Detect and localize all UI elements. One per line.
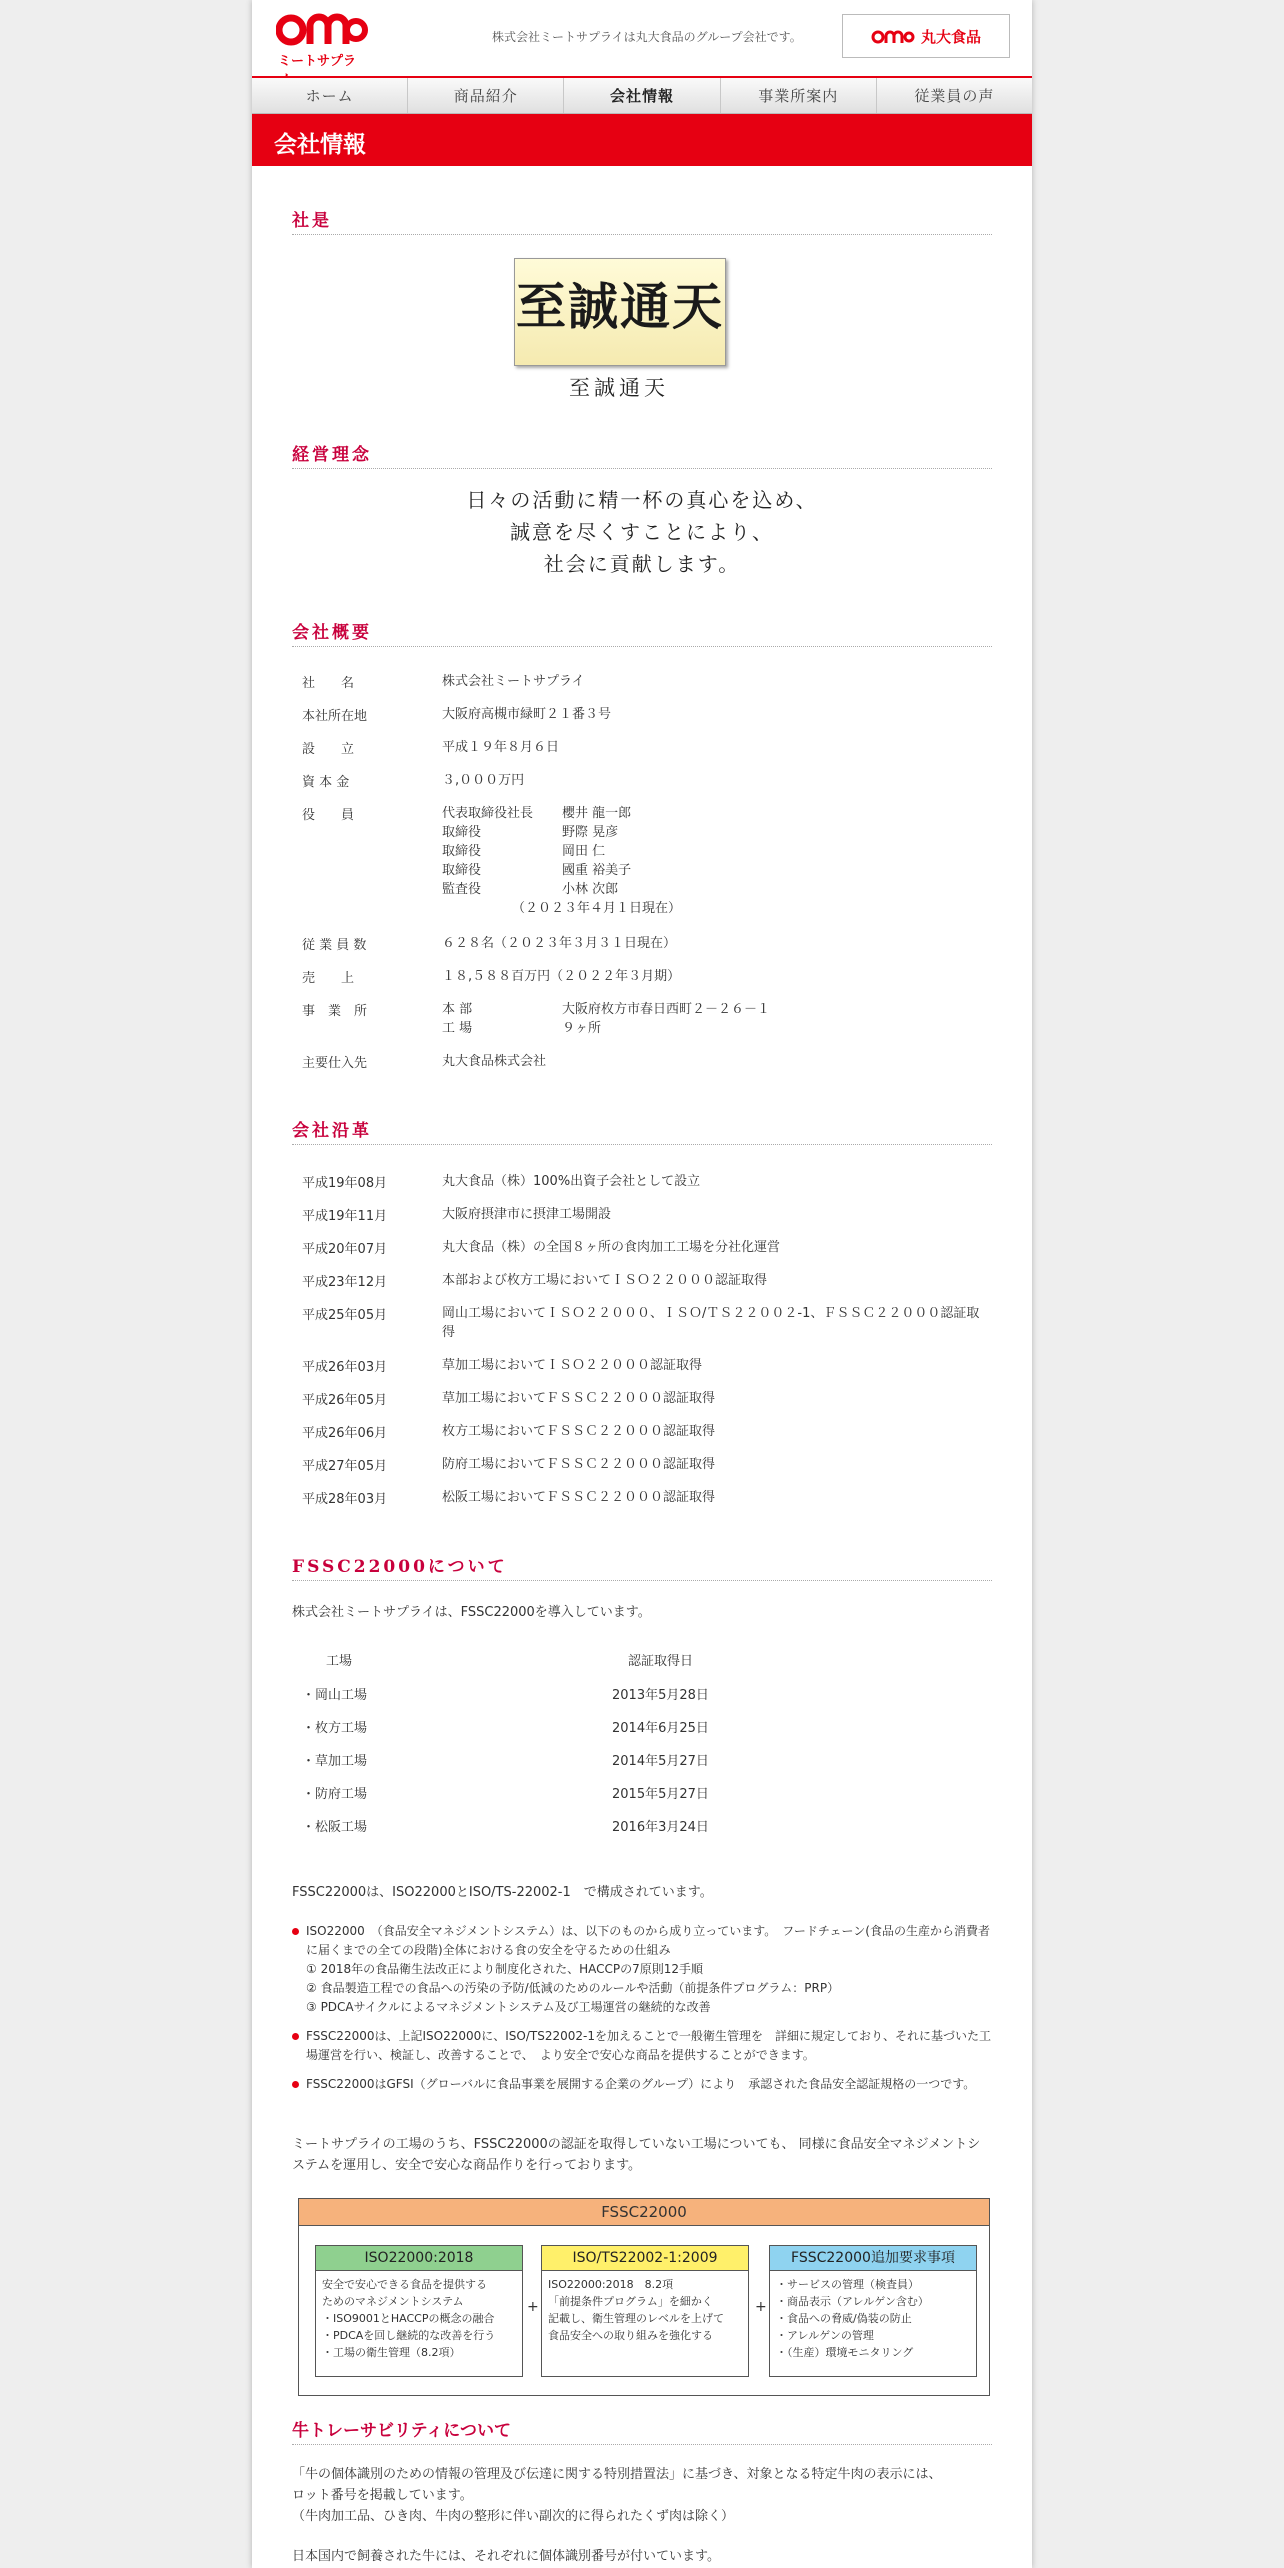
history-date: 平成23年12月 [302, 1275, 388, 1290]
overview-label: 主要仕入先 [302, 1056, 368, 1071]
diagram-line: 安全で安心できる食品を提供する [322, 2278, 487, 2291]
diagram-box-body [770, 2271, 976, 2366]
bullet-item [292, 2027, 992, 2065]
diagram-box-body [316, 2271, 522, 2366]
page-title: 会社情報 [274, 132, 366, 158]
officer-entry [442, 823, 982, 842]
header [252, 0, 1032, 76]
history-date: 平成27年05月 [302, 1459, 388, 1474]
diagram-line: ためのマネジメントシステム [322, 2295, 464, 2308]
philosophy-line: 社会に貢献します。 [543, 552, 741, 576]
history-date: 平成19年11月 [302, 1209, 388, 1224]
bullet-text: FSSC22000はGFSI（グローバルに食品事業を展開する企業のグループ）により 承認された食品安全認証規格の一つです。 [306, 2077, 976, 2091]
traceability-line: 「牛の個体識別のための情報の管理及び伝達に関する特別措置法」に基づき、対象となる特定牛肉の表示には、 [292, 2467, 942, 2482]
overview-label: 社 名 [302, 676, 355, 691]
page [252, 0, 1032, 2568]
section-heading-overview: 会社概要 [292, 618, 992, 647]
nav-offices[interactable]: 事業所案内 [721, 78, 877, 113]
fssc-intro: 株式会社ミートサプライは、FSSC22000を導入しています。 [292, 1605, 651, 1620]
officer-role: 取締役 [442, 844, 482, 859]
officer-name: 野際 晃彦 [562, 825, 619, 840]
cert-col-date: 認証取得日 [628, 1654, 694, 1669]
diagram-box-title: ISO22000:2018 [316, 2246, 522, 2271]
history-date: 平成20年07月 [302, 1242, 388, 1257]
philosophy-text [392, 484, 892, 580]
cert-factory: ・松阪工場 [302, 1820, 368, 1835]
officers-list [442, 804, 982, 918]
overview-label: 売 上 [302, 971, 355, 986]
overview-value: 丸大食品株式会社 [442, 1054, 547, 1069]
cert-factory: ・枚方工場 [302, 1721, 368, 1736]
history-event: 枚方工場においてＦＳＳＣ２２０００認証取得 [442, 1424, 716, 1439]
bullet-text: ISO22000 （食品安全マネジメントシステム）は、以下のものから成り立っています。 フードチェーン(食品の生産から消費者に届くまでの全ての段階)全体における食の安全を守るための仕組み [306, 1924, 990, 1957]
diagram-line: ISO22000:2018 8.2項 [548, 2278, 674, 2291]
history-event: 松阪工場においてＦＳＳＣ２２０００認証取得 [442, 1490, 716, 1505]
office-detail: 大阪府枚方市春日西町２－２６－１ [562, 1002, 771, 1017]
bullet-subitem: ① 2018年の食品衛生法改正により制度化された、HACCPの7原則12手順 [306, 1962, 704, 1976]
bullet-dot-icon [292, 2033, 299, 2040]
officer-name: 國重 裕美子 [562, 863, 632, 878]
section-heading-philosophy: 経営理念 [292, 440, 992, 469]
diagram-line: ・ISO9001とHACCPの概念の融合 [322, 2312, 495, 2325]
history-date: 平成28年03月 [302, 1492, 388, 1507]
overview-label: 従 業 員 数 [302, 938, 367, 953]
diagram-line: ・サービスの管理（検査員） [776, 2278, 919, 2291]
cert-date: 2013年5月28日 [612, 1688, 709, 1703]
nav-voices[interactable]: 従業員の声 [914, 87, 995, 105]
history-date: 平成19年08月 [302, 1176, 388, 1191]
history-event: 岡山工場においてＩＳＯ２２０００、ＩＳＯ/ＴＳ２２００２-1、ＦＳＳＣ２２０００認証取得 [442, 1306, 980, 1340]
overview-value: 大阪府高槻市緑町２１番３号 [442, 707, 612, 722]
diagram-box-title: ISO/TS22002-1:2009 [542, 2246, 748, 2271]
history-event: 草加工場においてＦＳＳＣ２２０００認証取得 [442, 1391, 716, 1406]
page-title-bar [252, 114, 1032, 166]
history-event: 丸大食品（株）100%出資子会社として設立 [442, 1174, 701, 1189]
traceability-line: ロット番号を掲載しています。 [292, 2488, 473, 2503]
plus-icon: + [755, 2299, 767, 2315]
officer-name: 小林 次郎 [562, 882, 619, 897]
traceability-text [292, 2464, 992, 2527]
cert-date: 2014年5月27日 [612, 1754, 709, 1769]
overview-label: 事 業 所 [302, 1004, 368, 1019]
overview-label: 資 本 金 [302, 775, 350, 790]
diagram-box-iso22000 [315, 2245, 523, 2377]
header-tagline: 株式会社ミートサプライは丸大食品のグループ会社です。 [492, 30, 802, 44]
office-entry [442, 1000, 982, 1019]
overview-value: １８,５８８百万円（２０２２年３月期） [442, 969, 681, 984]
logo-text: ミートサプラ [278, 54, 357, 69]
diagram-box-title: FSSC22000追加要求事項 [770, 2246, 976, 2271]
bullet-dot-icon [292, 1928, 299, 1935]
traceability-line: （牛肉加工品、ひき肉、牛肉の整形に伴い副次的に得られたくず肉は除く） [292, 2509, 735, 2524]
officer-role: 取締役 [442, 863, 482, 878]
officer-name: 櫻井 龍一郎 [562, 806, 632, 821]
history-event: 丸大食品（株）の全国８ヶ所の食肉加工工場を分社化運営 [442, 1240, 781, 1255]
officer-entry [442, 861, 982, 880]
history-date: 平成26年06月 [302, 1426, 388, 1441]
diagram-line: ・（生産）環境モニタリング [776, 2346, 914, 2359]
motto-caption: 至誠通天 [569, 376, 669, 400]
officers-note: （２０２３年４月１日現在） [512, 901, 682, 916]
overview-value: 平成１９年８月６日 [442, 740, 560, 755]
bullet-item [292, 1922, 992, 2017]
marudai-link-button[interactable] [842, 14, 1010, 58]
overview-label: 役 員 [302, 808, 355, 823]
logo[interactable] [276, 8, 368, 68]
cert-factory: ・岡山工場 [302, 1688, 368, 1703]
section-heading-fssc: FSSC22000について [292, 1552, 992, 1581]
diagram-line: 「前提条件プログラム」を細かく [548, 2295, 713, 2308]
overview-value: ３,０００万円 [442, 773, 525, 788]
diagram-box-fssc-additional [769, 2245, 977, 2377]
diagram-line: 食品安全への取り組みを強化する [548, 2329, 713, 2342]
officer-role: 監査役 [442, 882, 482, 897]
officer-role: 取締役 [442, 825, 482, 840]
diagram-line: ・工場の衛生管理（8.2項） [322, 2346, 461, 2359]
cert-date: 2015年5月27日 [612, 1787, 709, 1802]
history-event: 草加工場においてＩＳＯ２２０００認証取得 [442, 1358, 703, 1373]
officer-entry [442, 804, 982, 823]
section-heading-traceability: 牛トレーサビリティについて [292, 2416, 992, 2445]
cert-factory: ・草加工場 [302, 1754, 368, 1769]
bullet-subitem: ② 食品製造工程での食品への汚染の予防/低減のためのルールや活動（前提条件プログラム：PRP） [306, 1981, 840, 1995]
nav-products[interactable]: 商品紹介 [408, 78, 564, 113]
offices-list [442, 1000, 982, 1038]
diagram-line: ・アレルゲンの管理 [776, 2329, 874, 2342]
history-date: 平成25年05月 [302, 1308, 388, 1323]
history-event: 大阪府摂津市に摂津工場開設 [442, 1207, 612, 1222]
office-entry [442, 1019, 982, 1038]
officer-name: 岡田 仁 [562, 844, 606, 859]
nav-home[interactable]: ホーム [252, 78, 408, 113]
nav-company[interactable]: 会社情報 [564, 78, 720, 113]
diagram-line: ・商品表示（アレルゲン含む） [776, 2295, 929, 2308]
bullet-subitem: ③ PDCAサイクルによるマネジメントシステム及び工場運営の継続的な改善 [306, 2000, 711, 2014]
cert-factory: ・防府工場 [302, 1787, 368, 1802]
overview-value: ６２８名（２０２３年３月３１日現在） [442, 936, 677, 951]
diagram-box-iso-ts [541, 2245, 749, 2377]
marudai-name: 丸大食品 [920, 27, 981, 46]
global-nav [252, 76, 1032, 114]
diagram-line: ・PDCAを回し継続的な改善を行う [322, 2329, 496, 2342]
diagram-box-body [542, 2271, 748, 2349]
overview-value: 株式会社ミートサプライ [442, 674, 585, 689]
officer-entry [442, 842, 982, 861]
bullet-text: FSSC22000は、上記ISO22000に、ISO/TS22002-1を加えることで一般衛生管理を 詳細に規定しており、それに基づいた工場運営を行い、検証し、改善することで、 より安全で安心な商品を提供することができます。 [306, 2029, 991, 2062]
logo-mark-icon [276, 8, 368, 48]
philosophy-line: 日々の活動に精一杯の真心を込め、 [466, 488, 818, 512]
officer-role: 代表取締役社長 [442, 806, 534, 821]
philosophy-line: 誠意を尽くすことにより、 [510, 520, 774, 544]
history-event: 防府工場においてＦＳＳＣ２２０００認証取得 [442, 1457, 716, 1472]
diagram-line: 記載し、衛生管理のレベルを上げて [548, 2312, 724, 2325]
fssc-composition: FSSC22000は、ISO22000とISO/TS-22002-1 で構成されています。 [292, 1885, 713, 1900]
history-date: 平成26年05月 [302, 1393, 388, 1408]
cert-col-factory: 工場 [326, 1654, 353, 1669]
diagram-line: ・食品への脅威/偽装の防止 [776, 2312, 912, 2325]
section-heading-motto: 社是 [292, 206, 992, 235]
overview-label: 本社所在地 [302, 709, 368, 724]
history-date: 平成26年03月 [302, 1360, 388, 1375]
fssc-bullets [292, 1922, 992, 2104]
traceability-footer: 日本国内で飼養された牛には、それぞれに個体識別番号が付いています。 [292, 2549, 720, 2564]
bullet-item [292, 2075, 992, 2094]
cert-date: 2016年3月24日 [612, 1820, 709, 1835]
plus-icon: + [527, 2299, 539, 2315]
fssc-closing: ミートサプライの工場のうち、FSSC22000の認証を取得していない工場についても、 同様に食品安全マネジメントシステムを運用し、安全で安心な商品作りを行っております。 [292, 2137, 981, 2173]
office-kind: 工 場 [442, 1021, 473, 1036]
history-event: 本部および枚方工場においてＩＳＯ２２０００認証取得 [442, 1273, 768, 1288]
motto-calligraphy-frame [514, 258, 726, 366]
cert-date: 2014年6月25日 [612, 1721, 709, 1736]
officer-entry [442, 880, 982, 899]
overview-label: 設 立 [302, 742, 355, 757]
diagram-title: FSSC22000 [299, 2199, 989, 2226]
bullet-dot-icon [292, 2081, 299, 2088]
section-heading-history: 会社沿革 [292, 1116, 992, 1145]
motto-calligraphy: 至誠通天 [516, 277, 724, 336]
fssc-diagram [298, 2198, 990, 2396]
office-kind: 本 部 [442, 1002, 473, 1017]
marudai-mark-icon [871, 28, 917, 44]
office-detail: ９ヶ所 [562, 1021, 602, 1036]
